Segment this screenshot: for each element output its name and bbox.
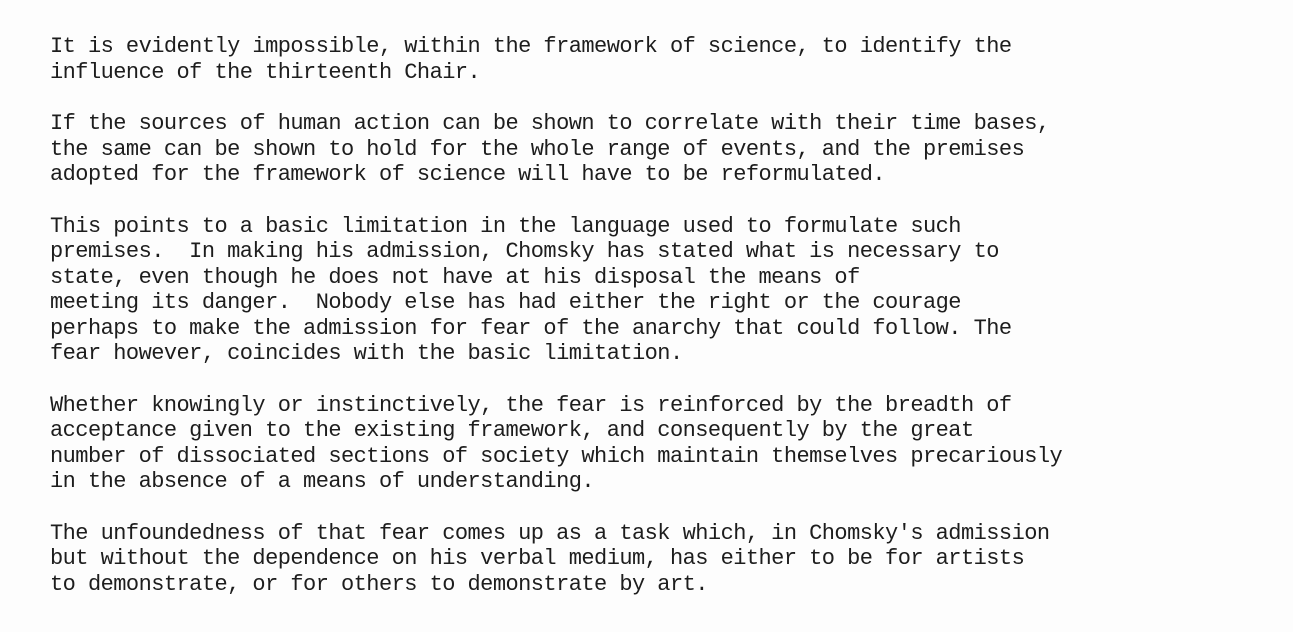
text-line: number of dissociated sections of society which maintain themselves precariously [50, 443, 1063, 469]
text-line: state, even though he does not have at his disposal the means of [50, 264, 860, 290]
paragraph-3 [50, 214, 1280, 367]
text-line: premises. In making his admission, Chomsky has stated what is necessary to [50, 239, 999, 264]
paragraph-1 [50, 34, 1280, 85]
text-line: meeting its danger. Nobody else has had either the right or the courage [50, 290, 961, 315]
text-line: the same can be shown to hold for the whole range of events, and the premises [50, 136, 1025, 162]
text-line: It is evidently impossible, within the framework of science, to identify the [50, 34, 1012, 59]
paragraph-4 [50, 393, 1280, 495]
text-line: but without the dependence on his verbal medium, has either to be for artists [50, 546, 1025, 571]
document-body [50, 34, 1280, 623]
text-line: fear however, coincides with the basic limitation. [50, 341, 683, 366]
text-line: acceptance given to the existing framework, and consequently by the great [50, 418, 974, 443]
text-line: Whether knowingly or instinctively, the fear is reinforced by the breadth of [50, 392, 1012, 418]
text-line: If the sources of human action can be shown to correlate with their time bases, [50, 111, 1050, 136]
text-line: influence of the thirteenth Chair. [50, 59, 481, 85]
text-line: adopted for the framework of science will have to be reformulated. [50, 162, 886, 187]
paragraph-5 [50, 521, 1280, 598]
text-line: to demonstrate, or for others to demonstrate by art. [50, 571, 708, 597]
paragraph-2 [50, 111, 1280, 188]
text-line: This points to a basic limitation in the language used to formulate such [50, 213, 961, 239]
text-line: in the absence of a means of understanding. [50, 469, 595, 494]
text-line: perhaps to make the admission for fear of the anarchy that could follow. The [50, 315, 1012, 341]
text-line: The unfoundedness of that fear comes up as a task which, in Chomsky's admission [50, 520, 1050, 546]
